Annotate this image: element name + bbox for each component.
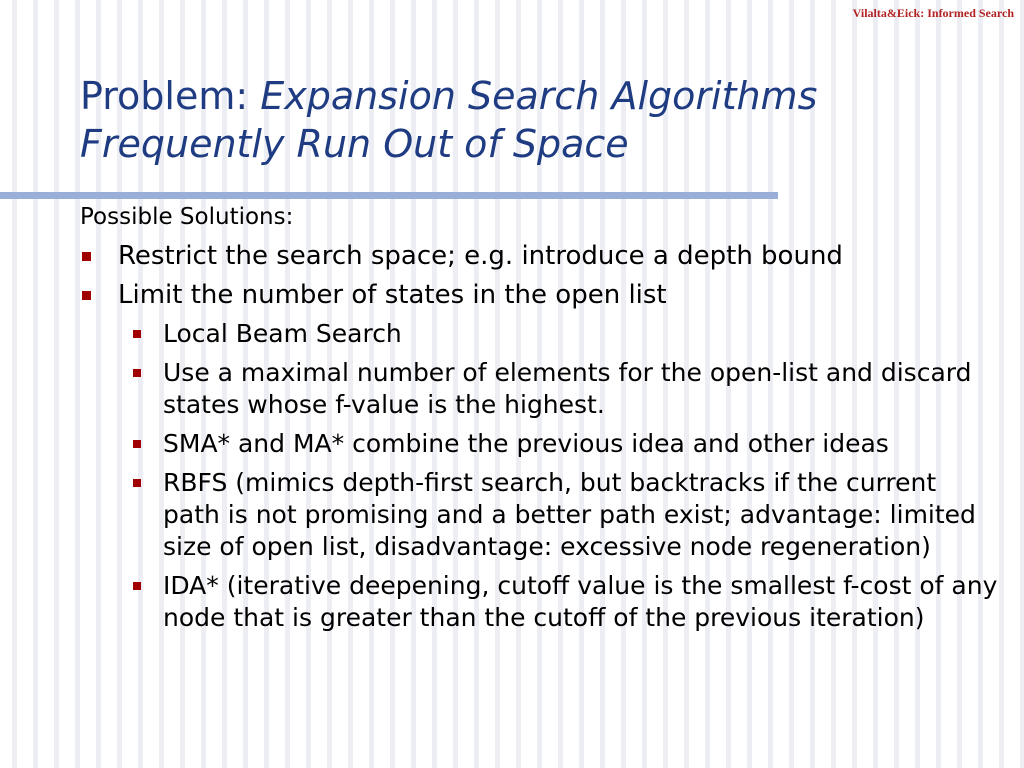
sub-list-item bbox=[80, 428, 1000, 460]
bullet-list bbox=[80, 240, 1000, 311]
title-emphasis: Expansion Search Algorithms Frequently Run Out of Space bbox=[80, 74, 818, 166]
square-bullet-icon bbox=[133, 440, 141, 448]
sub-list-item bbox=[80, 357, 1000, 421]
sub-list-item-text: IDA* (iterative deepening, cutoff value is the smallest f-cost of any node that is greater than the cutoff of the previous iteration) bbox=[163, 571, 998, 632]
slide-body bbox=[80, 201, 1000, 634]
square-bullet-icon bbox=[82, 252, 91, 261]
slide-title bbox=[80, 72, 1000, 168]
intro-text: Possible Solutions: bbox=[80, 204, 294, 230]
square-bullet-icon bbox=[133, 479, 141, 487]
sub-list-item bbox=[80, 318, 1000, 350]
sub-list-item bbox=[80, 570, 1000, 634]
header-note: Vilalta&Eick: Informed Search bbox=[852, 6, 1014, 20]
title-prefix: Problem: bbox=[80, 74, 261, 118]
sub-list-item-text: Local Beam Search bbox=[163, 319, 402, 348]
list-item-text: Restrict the search space; e.g. introduce a depth bound bbox=[118, 241, 843, 271]
sub-bullet-list bbox=[80, 318, 1000, 634]
sub-list-item-text: Use a maximal number of elements for the open-list and discard states whose f-value is the highest. bbox=[163, 358, 972, 419]
title-divider bbox=[0, 192, 778, 199]
list-item bbox=[80, 279, 1000, 311]
list-item bbox=[80, 240, 1000, 272]
square-bullet-icon bbox=[133, 582, 141, 590]
square-bullet-icon bbox=[133, 369, 141, 377]
list-item-text: Limit the number of states in the open list bbox=[118, 280, 667, 310]
sub-list-item-text: RBFS (mimics depth-first search, but backtracks if the current path is not promising and a better path exist; advantage: limited size of open list, disadvantage: excessive node regeneration) bbox=[163, 468, 976, 561]
sub-list-item-text: SMA* and MA* combine the previous idea and other ideas bbox=[163, 429, 889, 458]
square-bullet-icon bbox=[82, 291, 91, 300]
square-bullet-icon bbox=[133, 330, 141, 338]
sub-list-item bbox=[80, 467, 1000, 563]
